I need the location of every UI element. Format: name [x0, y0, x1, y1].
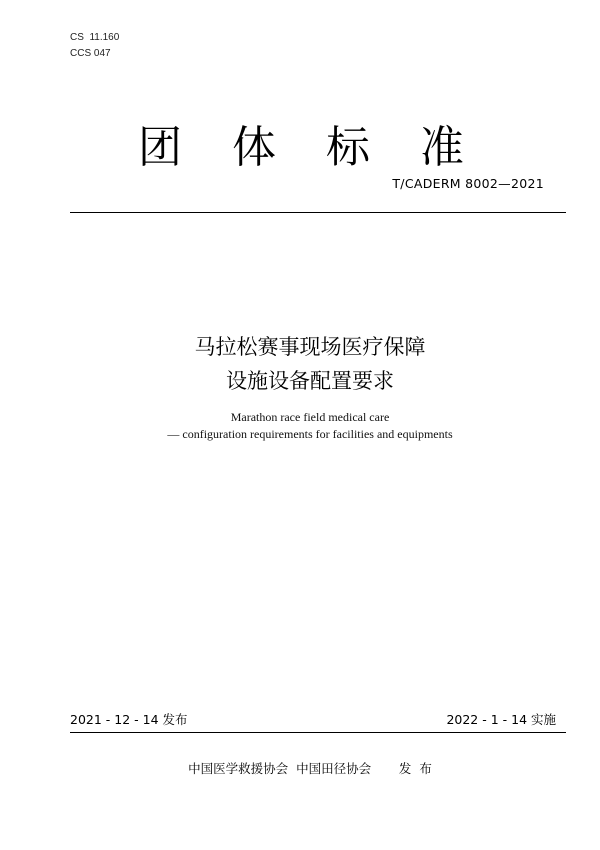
ics-code: CS 11.160: [70, 32, 120, 43]
english-title: [0, 409, 600, 443]
chinese-title-line-2: 设施设备配置要求: [226, 369, 394, 393]
bottom-divider: [70, 732, 566, 733]
classification-codes: [70, 30, 119, 62]
top-divider: [70, 212, 566, 213]
chinese-title-line-1: 马拉松赛事现场医疗保障: [194, 335, 426, 359]
standard-type-title: 团 体 标 准: [138, 122, 482, 173]
publish-date: 2021 - 12 - 14 发布: [70, 712, 188, 727]
effective-date: 2022 - 1 - 14 实施: [446, 712, 556, 727]
standard-number: T/CADERM 8002—2021: [392, 176, 544, 191]
issuer-line: 中国医学救援协会 中国田径协会 发 布: [188, 761, 432, 776]
ccs-code: CCS 047: [70, 48, 111, 59]
chinese-title: [0, 330, 600, 398]
english-title-line-2: — configuration requirements for facilities and equipments: [167, 427, 453, 441]
english-title-line-1: Marathon race field medical care: [230, 410, 390, 424]
